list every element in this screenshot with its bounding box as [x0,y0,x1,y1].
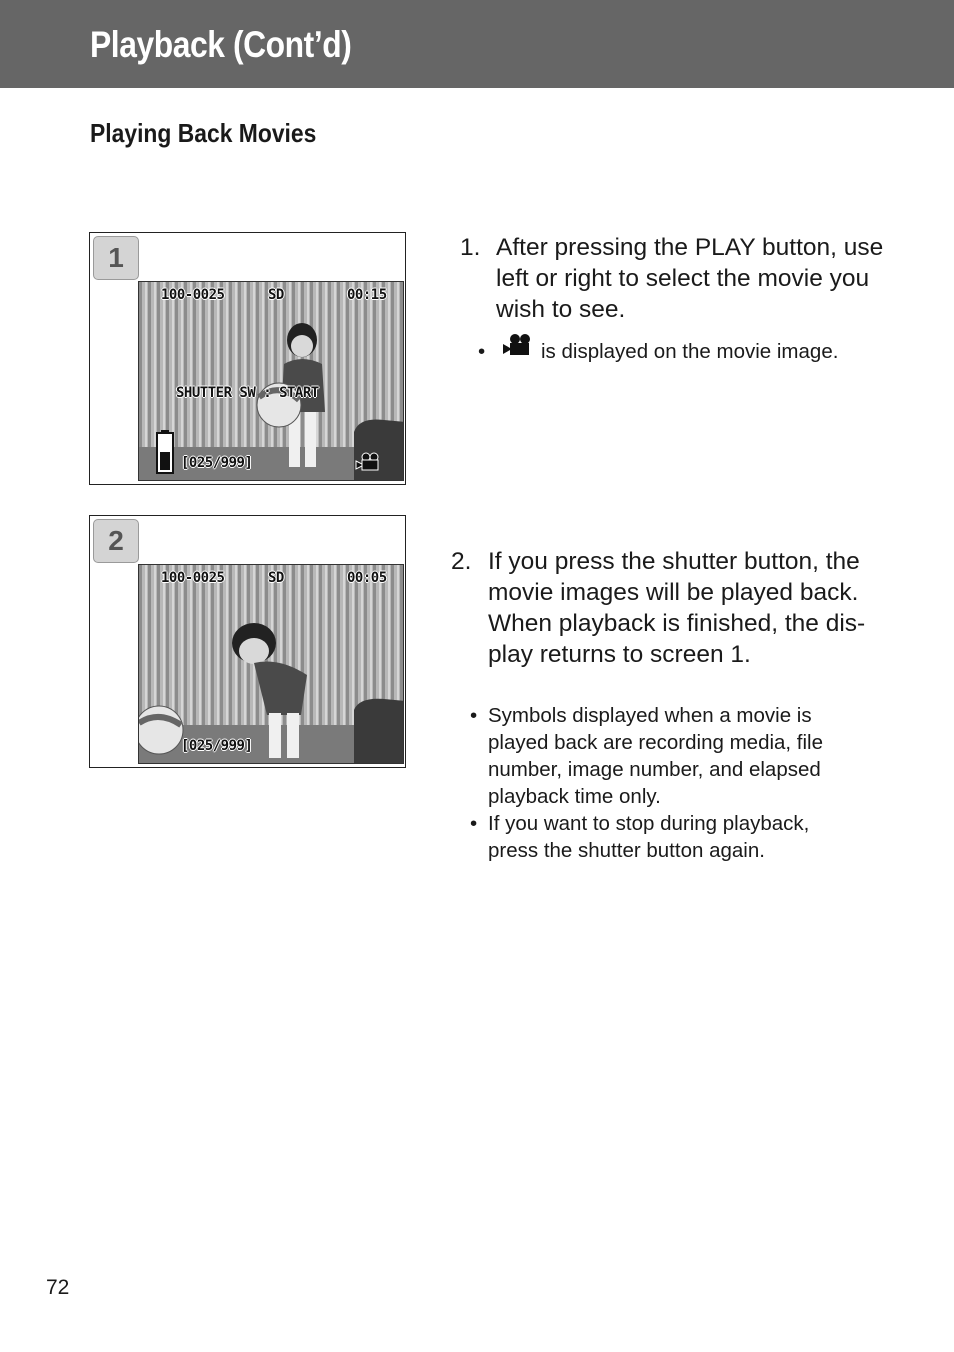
step-number: 1. [460,234,481,261]
step-line: wish to see. [496,296,626,323]
osd-time: 00:05 [347,570,387,586]
note-line: press the shutter button again. [488,839,765,862]
step-line: If you press the shutter button, the [488,548,860,575]
osd-media: SD [268,287,284,303]
lcd-screen-2 [138,564,404,764]
bullet: • [478,340,486,363]
note-body [488,810,809,864]
bullet: • [470,812,478,835]
step-number: 2. [451,548,472,575]
page-number: 72 [46,1276,70,1299]
bullet: • [470,704,478,727]
note-line: number, image number, and elapsed [488,758,821,781]
screen-1-figure [89,232,406,485]
note-line: playback time only. [488,785,661,808]
step-line: play returns to screen 1. [488,641,751,668]
lcd-screen-1 [138,281,404,481]
step-badge-1: 1 [93,236,139,280]
step-badge-2: 2 [93,519,139,563]
movie-frame-illustration [139,565,404,764]
movie-camera-icon [355,452,381,472]
note-text: is displayed on the movie image. [541,340,839,363]
movie-camera-icon [502,333,532,357]
note-line: If you want to stop during playback, [488,812,810,835]
battery-icon [156,430,174,474]
step-line: When playback is finished, the dis- [488,610,866,637]
osd-media: SD [268,570,284,586]
page-title: Playback (Cont’d) [90,24,352,65]
step-body [488,546,865,670]
note-line: Symbols displayed when a movie is [488,704,812,727]
step-line: movie images will be played back. [488,579,859,606]
note-line: played back are recording media, file [488,731,824,754]
osd-file-number: 100-0025 [161,287,225,303]
osd-file-number: 100-0025 [161,570,225,586]
osd-message: SHUTTER SW : START [176,385,319,401]
osd-time: 00:15 [347,287,387,303]
osd-counter: [025/999] [181,455,253,471]
step-body [496,232,883,325]
header-bar [0,0,954,88]
note-body [488,702,823,810]
step-line: left or right to select the movie you [496,265,870,292]
section-title: Playing Back Movies [90,118,317,148]
screen-2-figure [89,515,406,768]
step-line: After pressing the PLAY button, use [496,234,884,261]
osd-counter: [025/999] [181,738,253,754]
